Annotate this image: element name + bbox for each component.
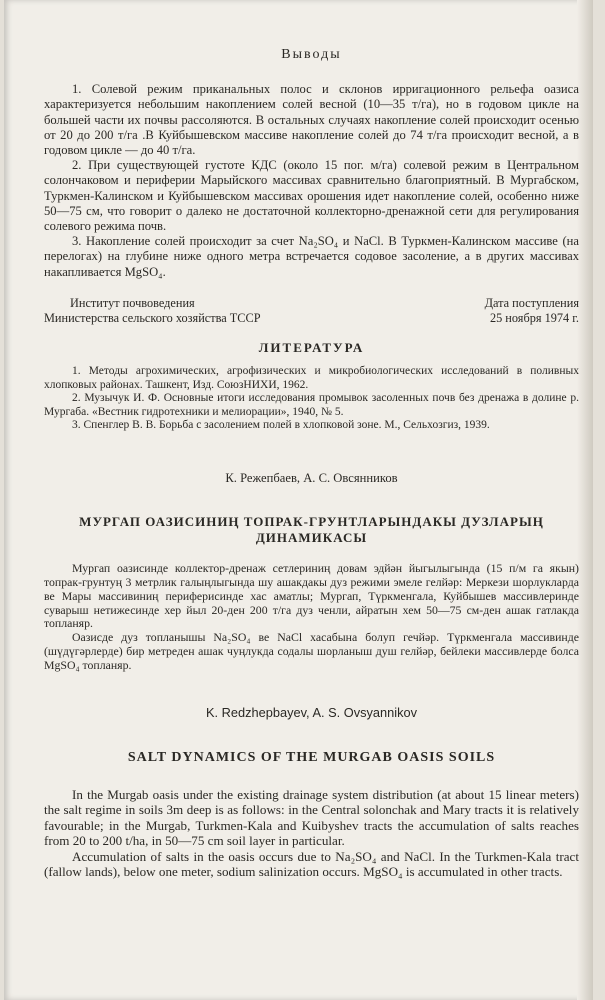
receipt-date [485, 296, 579, 326]
institute-line-1: Институт почвоведения [70, 295, 195, 310]
reference-item-3: 3. Спенглер В. В. Борьба с засолением полей в хлопковой зоне. М., Сельхозгиз, 1939. [72, 419, 490, 432]
page-content [44, 47, 579, 879]
institute-line-2: Министерства сельского хозяйства ТССР [44, 310, 261, 325]
conclusion-paragraph-1: 1. Солевой режим приканальных полос и склонов ирригационного рельефа оазиса характеризуется небольшим накоплением солей весной (10—35 т/га), но в годовом цикле на большей части их почвы рассоляются. В остальных случаях накопление солей происходит осенью от 20 до 200 т/га .В Куйбышевском массиве накопление солей до 74 т/га происходит весной, а в годовом цикле — до 40 т/га. [44, 82, 579, 158]
turkmen-abstract [44, 562, 579, 672]
reference-item-1: 1. Методы агрохимических, агрофизических и микробиологических исследований в поливных хлопковых районах. Ташкент, Изд. СоюзНИХИ, 1962. [44, 365, 579, 391]
english-abstract [44, 787, 579, 879]
english-title: SALT DYNAMICS OF THE MURGAB OASIS SOILS [127, 749, 496, 765]
literature-title: ЛИТЕРАТУРА [258, 339, 365, 355]
institute-affiliation [44, 296, 261, 326]
document-page [4, 0, 593, 1000]
signature-block [44, 296, 579, 326]
english-authors: K. Redzhepbayev, A. S. Ovsyannikov [205, 704, 418, 720]
page-edge [577, 0, 593, 1000]
reference-item-2: 2. Музычук И. Ф. Основные итоги исследования промывок засоленных почв без дренажа в долине р. Мургаба. «Вестник гидротехники и мелиорации», 1940, № 5. [44, 392, 579, 418]
receipt-date-value: 25 ноября 1974 г. [489, 310, 579, 325]
turkmen-authors: К. Режепбаев, А. С. Овсянников [225, 471, 398, 486]
turkmen-paragraph-2: Оазисде дуз топланышы Na₂SO₄ ве NaCl хасабына болуп гечйәр. Түркменгала массивинде (шүдүгәрлерде) бир метреден ашак чуңлукда содалы шорланыш душ гелйәр, бейлеки массивлерде болса MgSO₄ топланяр. [44, 630, 579, 672]
english-paragraph-1: In the Murgab oasis under the existing drainage system distribution (at about 15 linear meters) the salt regime in soils 3m deep is as follows: in the Central solonchak and Mary tracts it is relatively favourable; in the Murgab, Turkmen-Kala and Kuibyshev tracts the accumulation of salts reaches from 20 to 200 t/ha, in 50—75 cm soil layer in particular. [44, 787, 579, 849]
receipt-date-label: Дата поступления [484, 295, 579, 310]
turkmen-title: МУРГАП ОАЗИСИНИҢ ТОПРАК-ГРУНТЛАРЫНДАКЫ ДУЗЛАРЫҢ ДИНАМИКАСЫ [79, 514, 544, 546]
english-paragraph-2: Accumulation of salts in the oasis occurs due to Na₂SO₄ and NaCl. In the Turkmen-Kala tract (fallow lands), below one meter, sodium salinization occurs. MgSO₄ is accumulated in other tracts. [44, 848, 579, 880]
conclusion-paragraph-2: 2. При существующей густоте КДС (около 15 пог. м/га) солевой режим в Центральном солончаковом и периферии Марыйского массивах сравнительно благоприятный. В Мургабском, Туркмен-Калинском и Куйбышевском массивах орошения идет накопление солей, особенно ниже 50—75 см, что говорит о далеко не достаточной коллекторно-дренажной сети для регулирования солевого режима почв. [44, 158, 579, 234]
conclusions-title: Выводы [281, 47, 342, 62]
turkmen-paragraph-1: Мургап оазисинде коллектор-дренаж сетлериниң довам эдйән йыгылыгында (15 п/м га якын) топрак-грунтуң 3 метрлик галыңлыгында шу ашакдакы дуз режими эмеле гелйәр: Меркези шорлукларда ве Мары массивиниң периферисинде хас аматлы; Мургап, Түркменгала, Куйбышев массивлеринде суварыш нетижесинде хер йыл 20-ден 200 т/га дуз ченли, айратын хем 50—75 см-ден ашак гатлакда топланяр. [44, 561, 579, 631]
conclusion-paragraph-3: 3. Накопление солей происходит за счет Na₂SO₄ и NaCl. В Туркмен-Калинском массиве (на перелогах) на глубине ниже одного метра встречается содовое засоление, а в других массивах накапливается MgSO₄. [44, 234, 579, 279]
reference-list [44, 365, 579, 433]
